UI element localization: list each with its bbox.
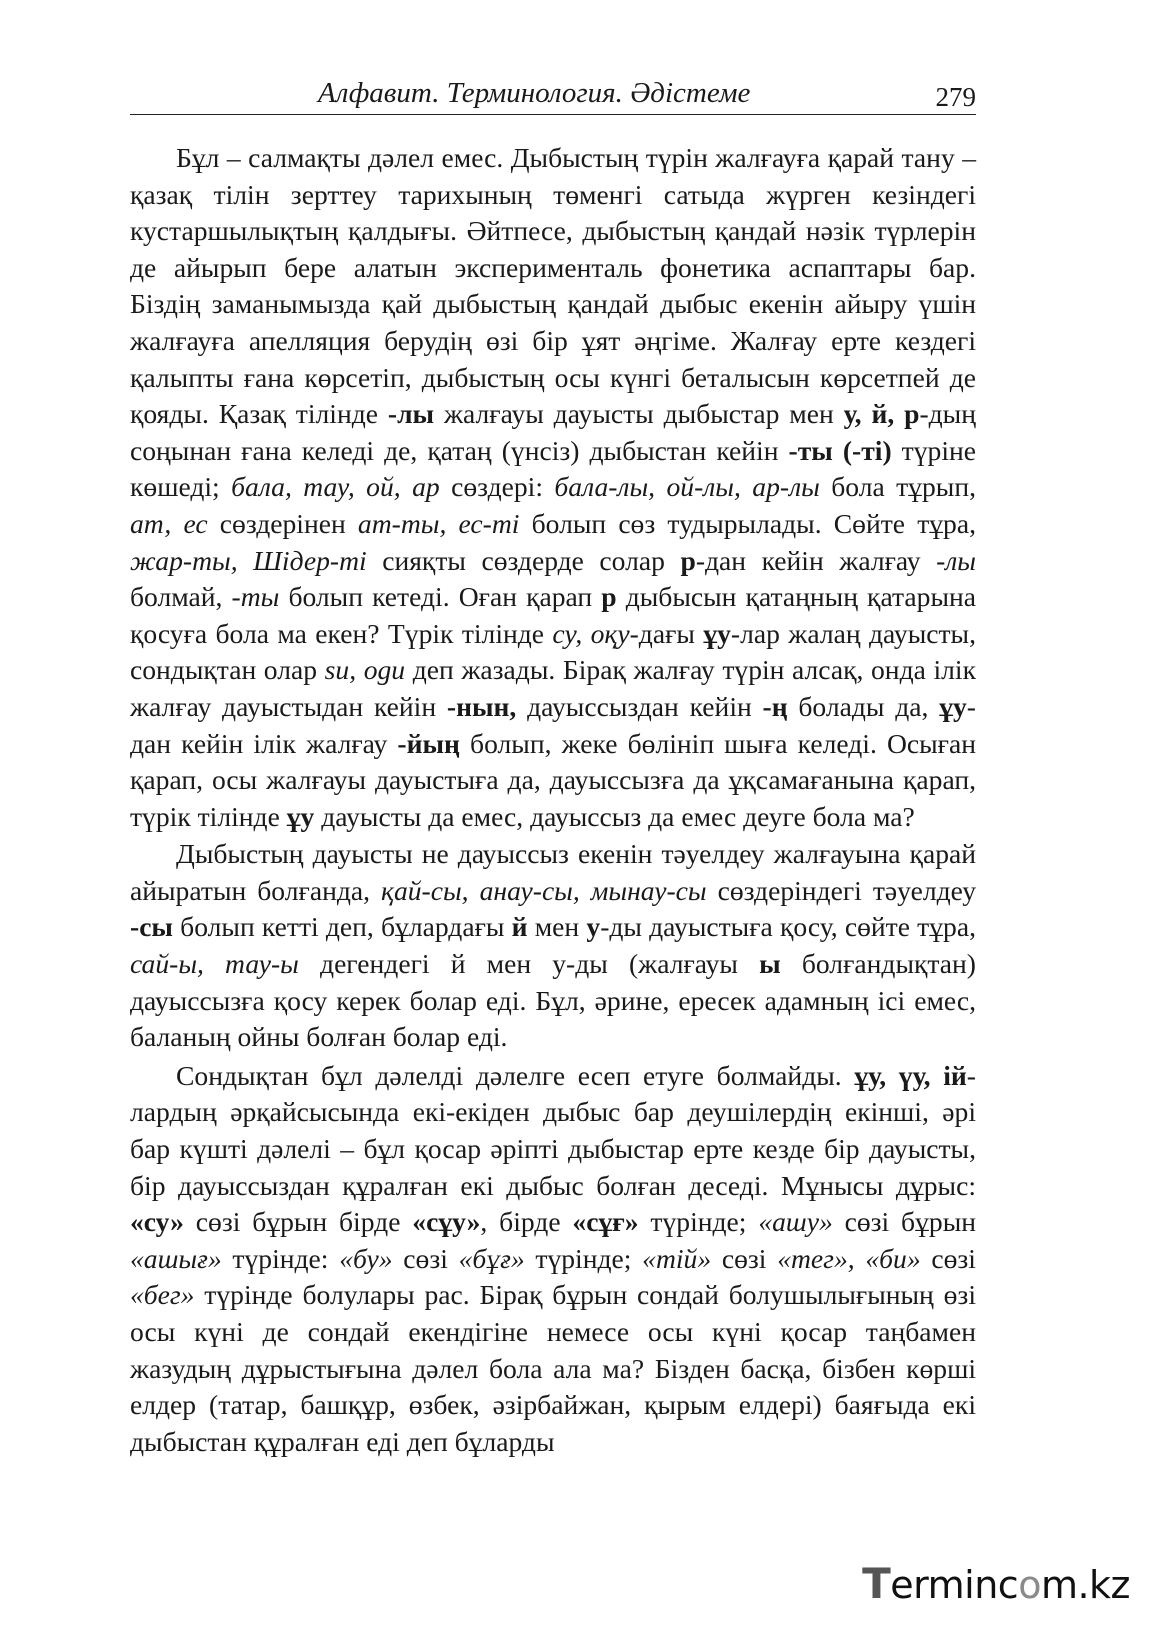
bold-term: р (680, 544, 696, 576)
text-run: түрінде; (524, 1242, 643, 1274)
italic-example: -лы (936, 544, 976, 576)
text-run: дауысты да емес, дауыссыз да емес деуге бола ма? (314, 800, 915, 832)
logo-text: erminc (890, 1563, 1019, 1607)
text-run: Бұл – салмақты дәлел емес. Дыбыстың түрін жалғауға қарай тану – қазақ тілін зерттеу тарихының төменгі сатыда жүрген кезіндегі кустаршылықтың қалдығы. Әйтпесе, дыбыстың қандай нәзік түрлерін де айырып бере алатын эксперименталь фонетика аспаптары бар. Біздің заманымызда қай дыбыстың қандай дыбыс екенін айыру үшін жалғауға апелляция берудің өзі бір ұят әңгіме. Жалғау ерте кездегі қалыпты ғана көрсетіп, дыбыстың осы күнгі беталысын көрсетпей де қояды. Қазақ тілінде (130, 142, 976, 430)
text-run: бола тұрып, (819, 471, 976, 503)
italic-example: ат, ес (130, 507, 208, 539)
text-run: болмай, (130, 581, 232, 613)
text-run: -ды дауыстыға қосу, сөйте тұра, (600, 911, 976, 943)
text-run: сөздерінен (207, 507, 358, 539)
paragraph-3 (130, 1058, 976, 1461)
italic-example: «тег», «би» (777, 1242, 921, 1274)
bold-term: ұу (286, 800, 315, 832)
text-run: -лардың әрқайсысында екі-екіден дыбыс бар деушілердің екінші, әрі бар күшті дәлелі – бұл қосар әріпті дыбыстар ерте кезде бір дауысты, бір дауыссыздан құралған екі дыбыс болған деседі. Мұнысы дұрыс: (130, 1059, 976, 1201)
text-run: сөзі бұрын (832, 1206, 977, 1238)
bold-term: ұу (939, 690, 967, 722)
logo-t-letter: T (862, 1559, 891, 1608)
italic-example: «бу» (339, 1242, 393, 1274)
italic-example: «бег» (130, 1279, 195, 1311)
text-run: болып кетті деп, бұлардағы (172, 911, 512, 943)
text-run: болып кетеді. Оған қарап (279, 581, 602, 613)
text-run: -лар жалаң дауысты, сондықтан олар (130, 617, 976, 686)
running-title: Алфавит. Терминология. Әдістеме (318, 77, 751, 109)
text-run: жалғауы дауысты дыбыстар мен (434, 398, 844, 430)
running-header (130, 76, 976, 115)
bold-term: ы (759, 948, 781, 980)
text-run: дегендегі й мен у-ды (жалғауы (298, 948, 760, 980)
text-run: түріне көшеді; (130, 434, 977, 503)
italic-example: «тій» (642, 1242, 712, 1274)
bold-term: -ты (-ті) (788, 434, 892, 466)
bold-term: ұу, үу, ій (854, 1059, 967, 1091)
text-run: болып сөз тудырылады. Сөйте тұра, (519, 507, 976, 539)
text-run: сөзі (711, 1242, 778, 1274)
italic-example: «ашығ» (130, 1242, 222, 1274)
paragraph-2 (130, 836, 976, 1056)
text-run: -дағы (629, 617, 704, 649)
text-run: , бірде (480, 1206, 573, 1238)
text-run: дыбысын қатаңның қатарына қосуға бола ма екен? Түрік тілінде (130, 581, 976, 649)
text-run: түрінде: (221, 1242, 340, 1274)
italic-example: қай-сы, анау-сы, мынау-сы (381, 874, 707, 906)
text-run: -дан кейін ілік жалғау (130, 690, 976, 759)
italic-example: бала, тау, ой, ар (231, 471, 440, 503)
bold-term: -йың (397, 727, 460, 759)
bold-term: -ң (762, 690, 788, 722)
text-run: Сондықтан бұл дәлелді дәлелге есеп етуге болмайды. (176, 1059, 855, 1091)
bold-term: ұу (703, 617, 731, 649)
bold-term: -сы (130, 911, 173, 943)
logo-o-mark: o (1018, 1563, 1041, 1607)
italic-example: su, ogu (324, 654, 406, 686)
italic-example: -ты (231, 581, 280, 613)
text-run: сияқты сөздерде солар (366, 544, 681, 576)
bold-term: у (586, 911, 601, 943)
italic-example: «ашу» (758, 1206, 833, 1238)
italic-example: сай-ы, тау-ы (130, 948, 299, 980)
text-run: сөзі бұрын бірде (183, 1206, 413, 1238)
text-run: болғандықтан) дауыссызға қосу керек болар еді. Бұл, әрине, ересек адамның ісі емес, баланың ойны болған болар еді. (130, 948, 976, 1053)
bold-term: «сұғ» (572, 1206, 639, 1238)
text-run: дауыссыздан кейін (516, 690, 763, 722)
bold-term: р (601, 581, 617, 613)
text-run: деп жазады. Бірақ жалғау түрін алсақ, онда ілік жалғау дауыстыдан кейін (130, 654, 976, 722)
bold-term: «сұу» (412, 1206, 481, 1238)
page-body (130, 140, 976, 1460)
logo-text-end: m.kz (1040, 1563, 1130, 1607)
bold-term: -лы (387, 398, 435, 430)
bold-term: -нын, (446, 690, 517, 722)
bold-term: у, й, р (843, 398, 920, 430)
text-run: сөздері: (439, 471, 555, 503)
text-run: түрінде болулары рас. Бірақ бұрын сондай болушылығының өзі осы күні де сондай екендігіне немесе осы күні қосар таңбамен жазудың дұрыстығына дәлел бола ала ма? Бізден басқа, бізбен көрші елдер (татар, башқұр, өзбек, әзірбайжан, қырым елдері) баяғыда екі дыбыстан құралған еді деп бұларды (130, 1279, 976, 1457)
italic-example: «бұғ» (458, 1242, 525, 1274)
italic-example: жар-ты, Шідер-ті (130, 544, 367, 576)
italic-example: ат-ты, ес-ті (357, 507, 520, 539)
text-run: болады да, (787, 690, 940, 722)
text-run: -дан кейін жалғау (695, 544, 937, 576)
text-run: -дың соңынан ғана келеді де, қатаң (үнсіз) дыбыстан кейін (130, 398, 976, 466)
italic-example: су, оқу (552, 617, 630, 649)
text-run: түрінде; (638, 1206, 759, 1238)
text-run: сөзі (920, 1242, 976, 1274)
bold-term: «су» (130, 1206, 184, 1238)
text-run: сөзі (392, 1242, 459, 1274)
text-run: Дыбыстың дауысты не дауыссыз екенін тәуелдеу жалғауына қарай айыратын болғанда, (130, 838, 976, 906)
bold-term: й (511, 911, 528, 943)
watermark-logo (862, 1559, 1130, 1608)
text-run: сөздеріндегі тәуелдеу (706, 874, 976, 906)
text-run: мен (527, 911, 587, 943)
page-number: 279 (935, 82, 976, 112)
italic-example: бала-лы, ой-лы, ар-лы (554, 471, 820, 503)
text-run: болып, жеке бөлініп шыға келеді. Осыған қарап, осы жалғауы дауыстыға да, дауыссызға да ұқсамағанына қарап, түрік тілінде (130, 727, 977, 832)
paragraph-1 (130, 140, 976, 835)
